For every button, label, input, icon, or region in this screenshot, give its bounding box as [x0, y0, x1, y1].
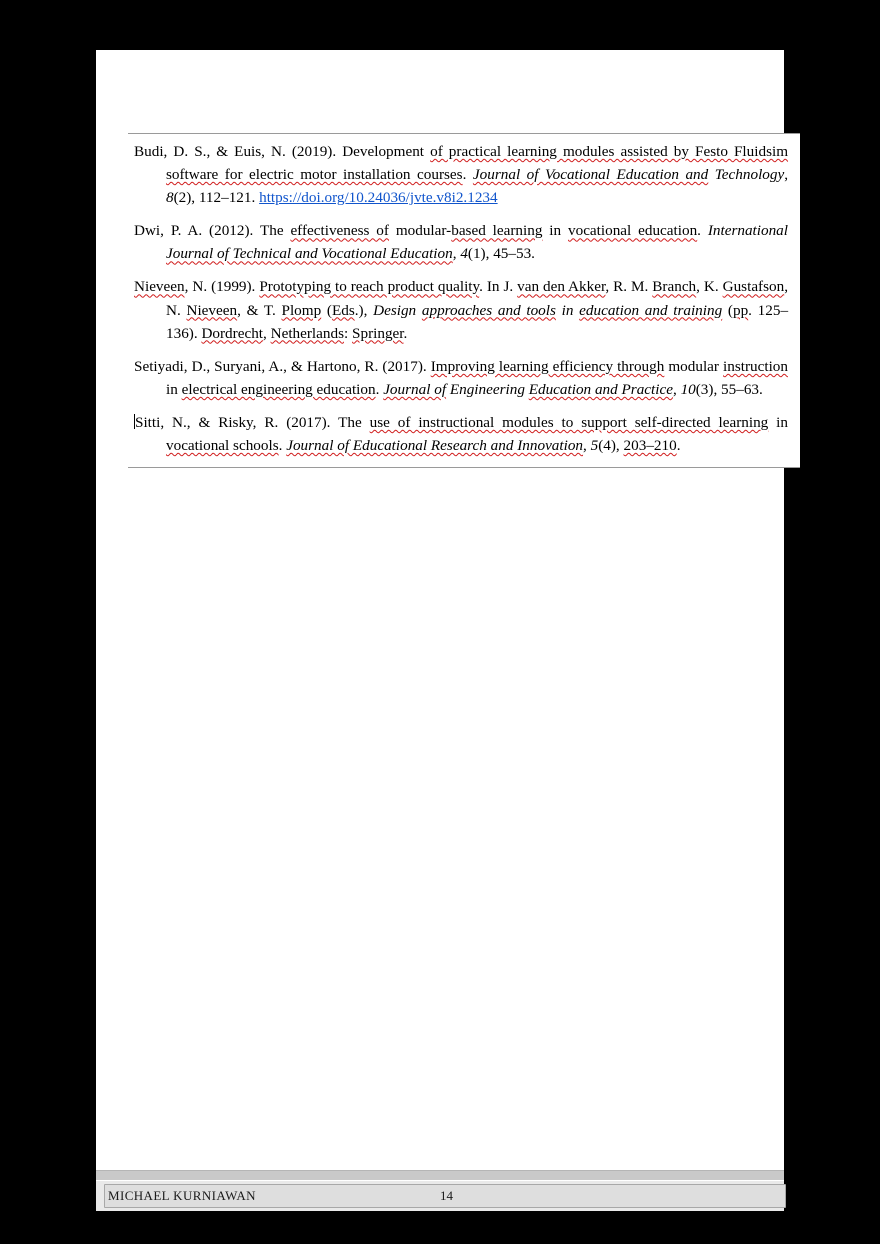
reference-entry[interactable]: Budi, D. S., & Euis, N. (2019). Development of practical learning modules assisted by Festo Fluidsim software for electric motor installation courses. Journal of Vocational Education and Technology, 8(2), 112–121. https://doi.org/10.24036/jvte.v8i2.1234: [134, 143, 789, 207]
footer-page-number: 14: [440, 1188, 453, 1203]
references-list: [128, 133, 800, 468]
page-surround-top: [96, 0, 784, 50]
page-surround-left: [0, 0, 96, 1244]
reference-entry[interactable]: Nieveen, N. (1999). Prototyping to reach product quality. In J. van den Akker, R. M. Branch, K. Gustafson, N. Nieveen, & T. Plomp (Eds.), Design approaches and tools in education and training (pp. 125–136). Dordrecht, Netherlands: Springer.: [134, 278, 789, 342]
text-cursor: [134, 414, 135, 429]
reference-entry[interactable]: Setiyadi, D., Suryani, A., & Hartono, R. (2017). Improving learning efficiency through modular instruction in electrical engineering education. Journal of Engineering Education and Practice, 10(3), 55–63.: [134, 357, 788, 398]
reference-entry[interactable]: Dwi, P. A. (2012). The effectiveness of modular-based learning in vocational education. International Journal of Technical and Vocational Education, 4(1), 45–53.: [134, 222, 788, 263]
footer-author: MICHAEL KURNIAWAN: [108, 1188, 256, 1203]
reference-entry[interactable]: Sitti, N., & Risky, R. (2017). The use of instructional modules to support self-directed learning in vocational schools. Journal of Educational Research and Innovation, 5(4), 203–210.: [135, 413, 788, 455]
doi-link[interactable]: https://doi.org/10.24036/jvte.v8i2.1234: [259, 189, 498, 207]
page-surround-bottom: [0, 1211, 880, 1244]
